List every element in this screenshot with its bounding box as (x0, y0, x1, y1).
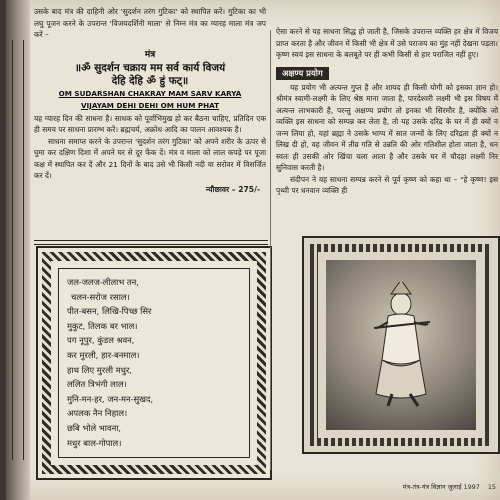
poem-line: मुकुट, तिलक बर भाल। (67, 320, 138, 331)
section-rule (34, 240, 268, 245)
mantra-english-line-2: VIJAYAM DEHI DEHI OM HUM PHAT (80, 100, 220, 110)
poem-line: ललित त्रिभंगी लाल। (67, 379, 127, 390)
right-paragraph-2: संदीपन ने यह साधना सम्पन्न करने से पूर्व कृष्ण को कहा था – "हे कृष्ण! इस पृथ्वी पर धनवान व्यक्ति ही (276, 174, 498, 195)
page-number: 15 (487, 483, 496, 491)
left-paragraph-2: साधना समाप्त करने के उपरान्त 'सुदर्शन तरंग गुटिका' को अपने शरीर के ऊपर से घुमा कर दक्षिण दिशा में अपने घर से दूर फेंक दें। मंत्र व माला को लाल कपड़े पर पूजा कक्ष में स्थापित कर दें और 21 दिनों के बाद उसे भी किसी नदी या सरोवर में विसर्जित कर दें। (34, 136, 266, 180)
poem-line: मधुर बाल-गोपाल। (67, 437, 122, 448)
column-divider (270, 30, 271, 470)
krishna-figure-icon (348, 282, 454, 408)
left-paragraph-1: यह ग्यारह दिन की साधना है। साधक को पूर्वाभिमुख हो कर बैठना चाहिए, प्रतिदिन एक ही समय पर साधना प्रारम्भ करें। ब्रह्मचर्य, अक्रोध आदि का पालन आवश्यक है। (34, 113, 266, 134)
book-binding-edge (6, 0, 30, 500)
page-footer (286, 482, 496, 496)
binding-strip (12, 40, 24, 460)
mantra-hindi-line-2: देहि देहि ॐ हुं फट्॥ (111, 74, 189, 87)
poem-box (36, 246, 272, 480)
poem-line: चलन-सरोज रसाल। (71, 291, 130, 302)
poem-line: कर मुरली, हार-बनमाल। (67, 349, 140, 360)
poem-line: छबि भोले भावना, (67, 422, 122, 433)
krishna-illustration-box (302, 236, 500, 454)
right-paragraph-1: यह प्रयोग भी अत्यन्त गुप्त है और शायद ही किसी योगी को इसका ज्ञान हो। श्रीमंत्र स्वामी-लक्ष्मी के लिए श्रेष्ठ माना जाता है, पारदेश्वरी लक्ष्मी भी इस विषय में अत्यन्त लाभकारी है, परन्तु अक्षण्य प्रयोग तो इनका भी सिरमौर है, क्योंकि जो व्यक्ति इस साधना को सम्पन्न कर लेता है, तो यह उसके दरिद्र के घर में ही क्यों न जन्म लिया हो, यहां ब्रह्मा ने उसके भाग्य में सात जन्मों के लिए दरिद्रता ही क्यों न लिख दी हो, वह जीवन में तीव्र गति से उन्नति की ओर गतिशील होता जाता है, धन स्वतः ही उसकी ओर खिंचा चला आता है और उसके घर में चौदहा लक्ष्मी निर सुनिवास करती है। (276, 82, 498, 172)
mantra-heading: मंत्र (144, 49, 156, 60)
poem-line: हाथ लिए मुरली मधुर, (67, 364, 132, 375)
section-heading: अक्षण्य प्रयोग (276, 67, 329, 80)
right-intro-text: ऐसा करने से यह साधना सिद्ध हो जाती है, जिसके उपरान्त व्यक्ति हर क्षेत्र में विजय प्राप्त करता है और जीवन में किसी भी क्षेत्र में उसे पराजय का मुंह नहीं देखना पड़ता। कृष्ण स्वयं इस साधना के बलबूते पर ही कभी किसी से हार पराजित नहीं हुए। (276, 27, 498, 59)
magazine-page (6, 0, 500, 500)
poem-line: जल-जलज-लीलाभ तन, (67, 277, 139, 287)
poem-line: पग नूपुर, कुंडल श्रवन, (67, 335, 135, 346)
poem-line: मुनि-मन-हर, जन-मन-सुखद, (67, 393, 154, 404)
mantra-hindi-line-1: ॥ॐ सुदर्शन चक्राय मम सर्व कार्य विजयं (74, 61, 226, 74)
magazine-name: मंत्र-तंत्र-यंत्र विज्ञान जुलाई 1997 (402, 483, 480, 491)
poem-line: पीत-बसन, लिखि-पिच्छ सिर (67, 306, 152, 317)
poem-text-area (58, 268, 250, 458)
price-tag: न्यौछावर – 275/- (205, 184, 260, 194)
mantra-english-line-1: OM SUDARSHAN CHAKRAY MAM SARV KARYA (58, 88, 242, 98)
poem-line: अपलक नैन निहाल। (67, 408, 128, 419)
left-intro-text: उसके बाद मंत्र की दाहिनी ओर 'सुदर्शन तरंग गुटिका' को स्थापित करें। गुटिका का भी लघु पूजन करने के उपरान्त 'विजयदर्शिनी माला' से निम्न मंत्र का ग्यारह माला मंत्र जप करें – (34, 7, 266, 39)
krishna-illustration (326, 260, 476, 430)
